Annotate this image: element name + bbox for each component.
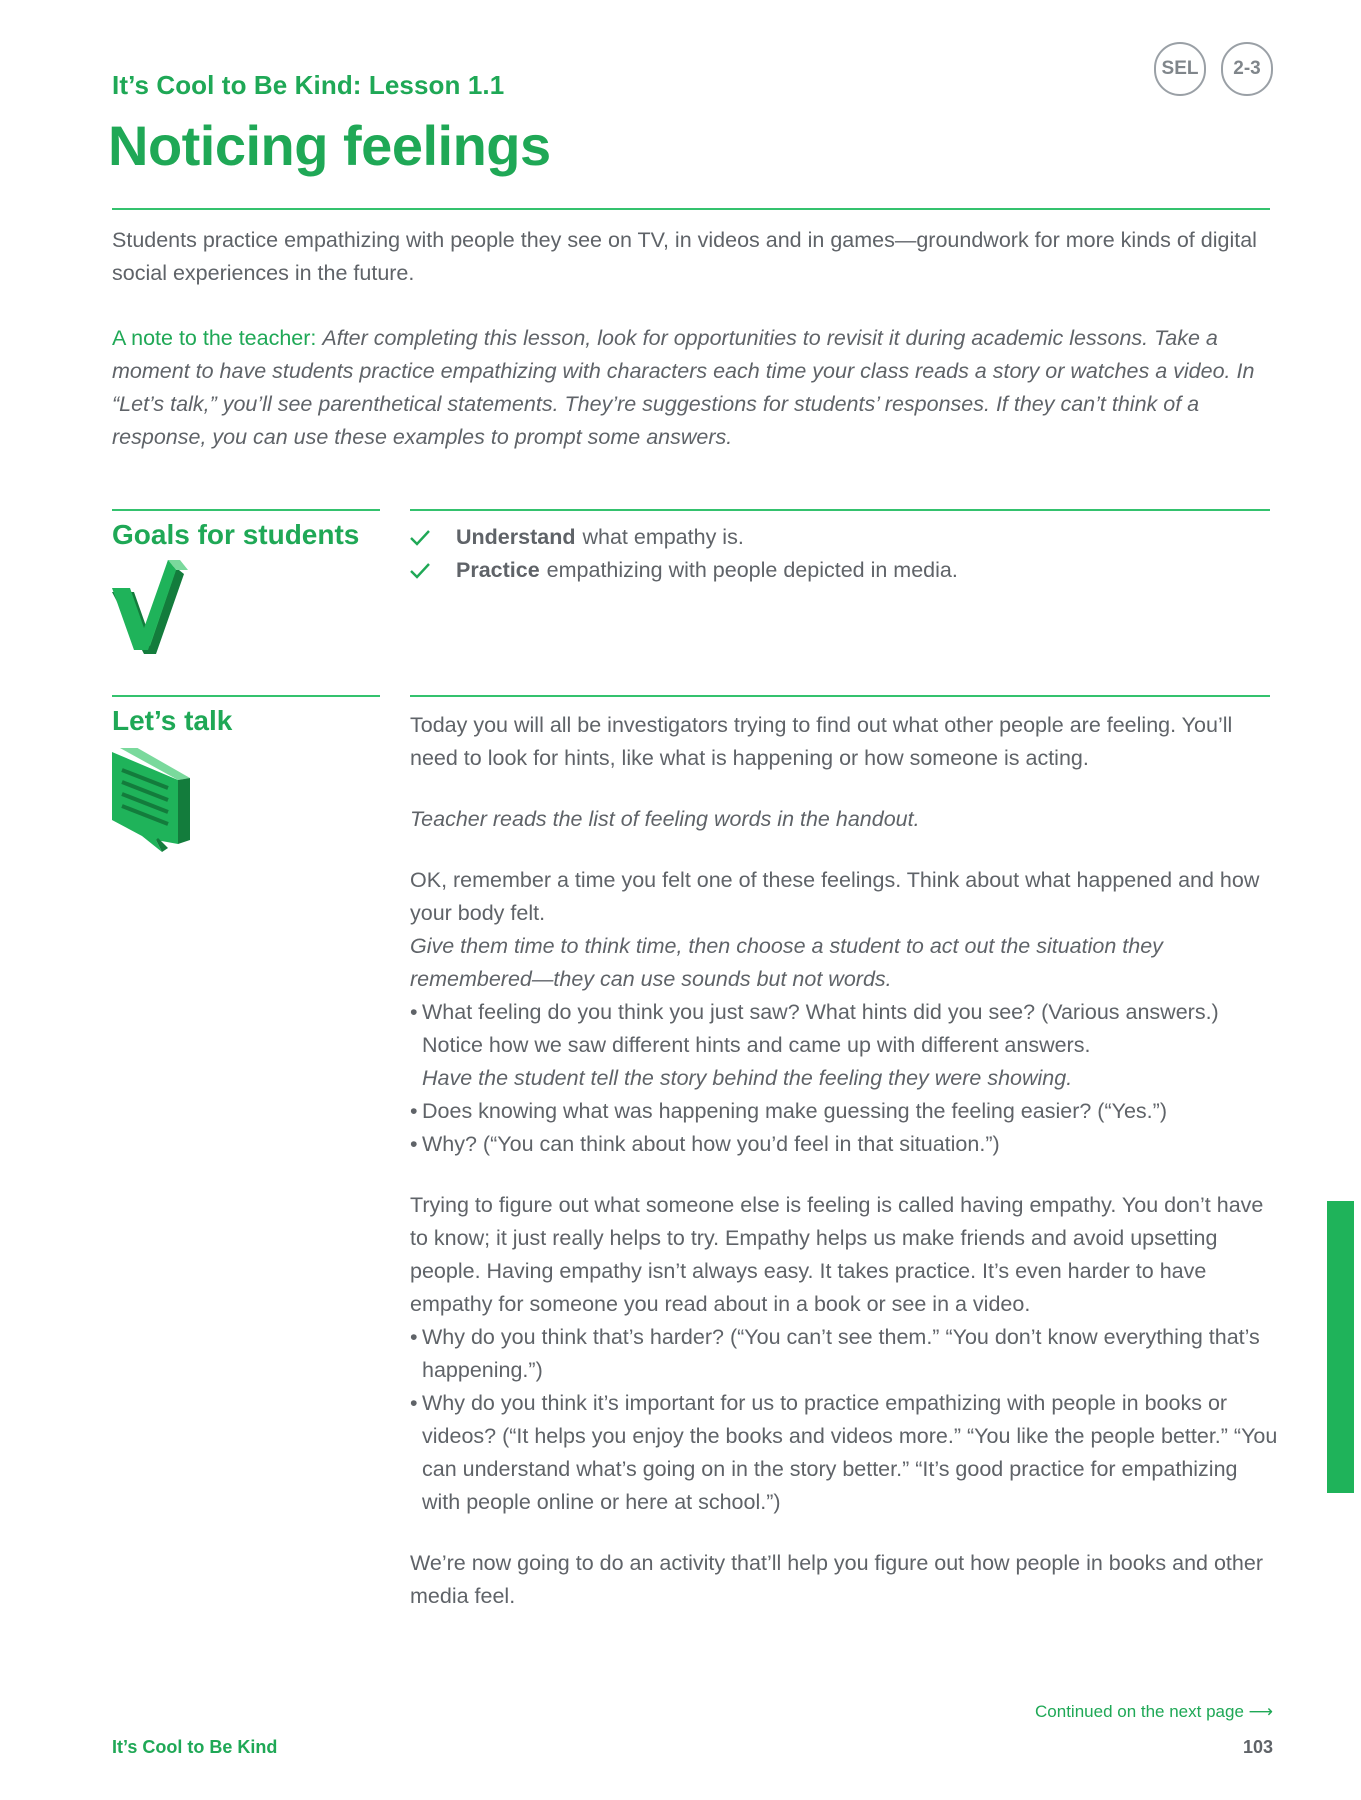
- grade-badge: 2-3: [1221, 42, 1273, 96]
- page-number: 103: [1242, 1737, 1273, 1757]
- talk-heading: Let’s talk: [112, 705, 233, 736]
- sel-badge: SEL: [1154, 42, 1206, 96]
- talk-stage-direction: Give them time to think time, then choose a student to act out the situation they remembered—they can use sounds but not words.: [410, 934, 1163, 991]
- check-icon: [410, 563, 430, 579]
- talk-paragraph: We’re now going to do an activity that’ll help you figure out how people in books and other media feel.: [410, 1551, 1263, 1608]
- goal-item: [410, 554, 958, 587]
- teacher-note-label: A note to the teacher:: [112, 326, 317, 350]
- goals-list: [410, 521, 958, 587]
- section-side-tab: [1327, 1201, 1354, 1493]
- talk-bullet: • Why do you think it’s important for us to practice empathizing with people in books or videos? (“It helps you enjoy the books and videos more.” “You like the people better.” “You can understand what’s going on in the story better.” “It’s good practice for empathizing with people online or here at school.”): [410, 1387, 1280, 1519]
- continued-note: Continued on the next page ⟶: [1035, 1702, 1273, 1721]
- talk-divider-right: [410, 695, 1270, 697]
- talk-paragraph: OK, remember a time you felt one of these feelings. Think about what happened and how your body felt.: [410, 868, 1260, 925]
- goals-heading: Goals for students: [112, 519, 360, 550]
- talk-bullet-text: Why do you think it’s important for us to practice empathizing with people in books or videos? (“It helps you enjoy the books and videos more.” “You like the people better.” “You can understand what’s going on in the story better.” “It’s good practice for empathizing with people online or here at school.”): [422, 1391, 1278, 1514]
- talk-bullet-text: Why? (“You can think about how you’d feel in that situation.”): [422, 1132, 1000, 1156]
- talk-stage-direction: Have the student tell the story behind the feeling they were showing.: [422, 1066, 1073, 1090]
- footer-title: It’s Cool to Be Kind: [112, 1737, 278, 1757]
- speech-bubble-icon: [112, 748, 190, 857]
- talk-divider-left: [112, 695, 380, 697]
- talk-bullet-text: Does knowing what was happening make guessing the feeling easier? (“Yes.”): [422, 1099, 1167, 1123]
- talk-stage-direction: Teacher reads the list of feeling words in the handout.: [410, 807, 920, 831]
- talk-body: [410, 709, 1280, 1613]
- goal-item-bold: Practice: [456, 558, 540, 582]
- talk-bullet: • Why? (“You can think about how you’d feel in that situation.”): [410, 1128, 1280, 1161]
- teacher-note-text: After completing this lesson, look for opportunities to revisit it during academic lessons. Take a moment to have students practice empathizing with characters each time your class reads a story or watches a video. In “Let’s talk,” you’ll see parenthetical statements. They’re suggestions for students’ responses. If they can’t think of a response, you can use these examples to prompt some answers.: [112, 326, 1255, 449]
- teacher-note: [112, 322, 1282, 454]
- talk-bullet-text: What feeling do you think you just saw? What hints did you see? (Various answers.): [422, 1000, 1219, 1024]
- goal-item-text: what empathy is.: [582, 525, 744, 549]
- goal-item-text: empathizing with people depicted in media.: [546, 558, 958, 582]
- talk-bullet-text: Why do you think that’s harder? (“You can’t see them.” “You don’t know everything that’s happening.”): [422, 1325, 1260, 1382]
- goal-item: [410, 521, 958, 554]
- talk-bullet: • Does knowing what was happening make guessing the feeling easier? (“Yes.”): [410, 1095, 1280, 1128]
- big-checkmark-icon: [112, 560, 188, 659]
- talk-bullet-subtext: Notice how we saw different hints and came up with different answers.: [422, 1033, 1091, 1057]
- goal-item-bold: Understand: [456, 525, 576, 549]
- talk-bullet: • What feeling do you think you just saw? What hints did you see? (Various answers.) Notice how we saw different hints and came up with different answers. Have the student tell the story behind the feeling they were showing.: [410, 996, 1280, 1095]
- intro-text: Students practice empathizing with people they see on TV, in videos and in games—groundwork for more kinds of digital social experiences in the future.: [112, 228, 1257, 285]
- talk-paragraph: Today you will all be investigators trying to find out what other people are feeling. You’ll need to look for hints, like what is happening or how someone is acting.: [410, 713, 1233, 770]
- goals-divider-right: [410, 509, 1270, 511]
- talk-paragraph: Trying to figure out what someone else is feeling is called having empathy. You don’t have to know; it just really helps to try. Empathy helps us make friends and avoid upsetting people. Having empathy isn’t always easy. It takes practice. It’s even harder to have empathy for someone you read about in a book or see in a video.: [410, 1193, 1264, 1316]
- talk-bullet: • Why do you think that’s harder? (“You can’t see them.” “You don’t know everything that’s happening.”): [410, 1321, 1280, 1387]
- title-divider: [112, 208, 1270, 210]
- page-title: Noticing feelings: [108, 114, 551, 177]
- goals-divider-left: [112, 509, 380, 511]
- check-icon: [410, 530, 430, 546]
- lesson-kicker: It’s Cool to Be Kind: Lesson 1.1: [112, 70, 505, 100]
